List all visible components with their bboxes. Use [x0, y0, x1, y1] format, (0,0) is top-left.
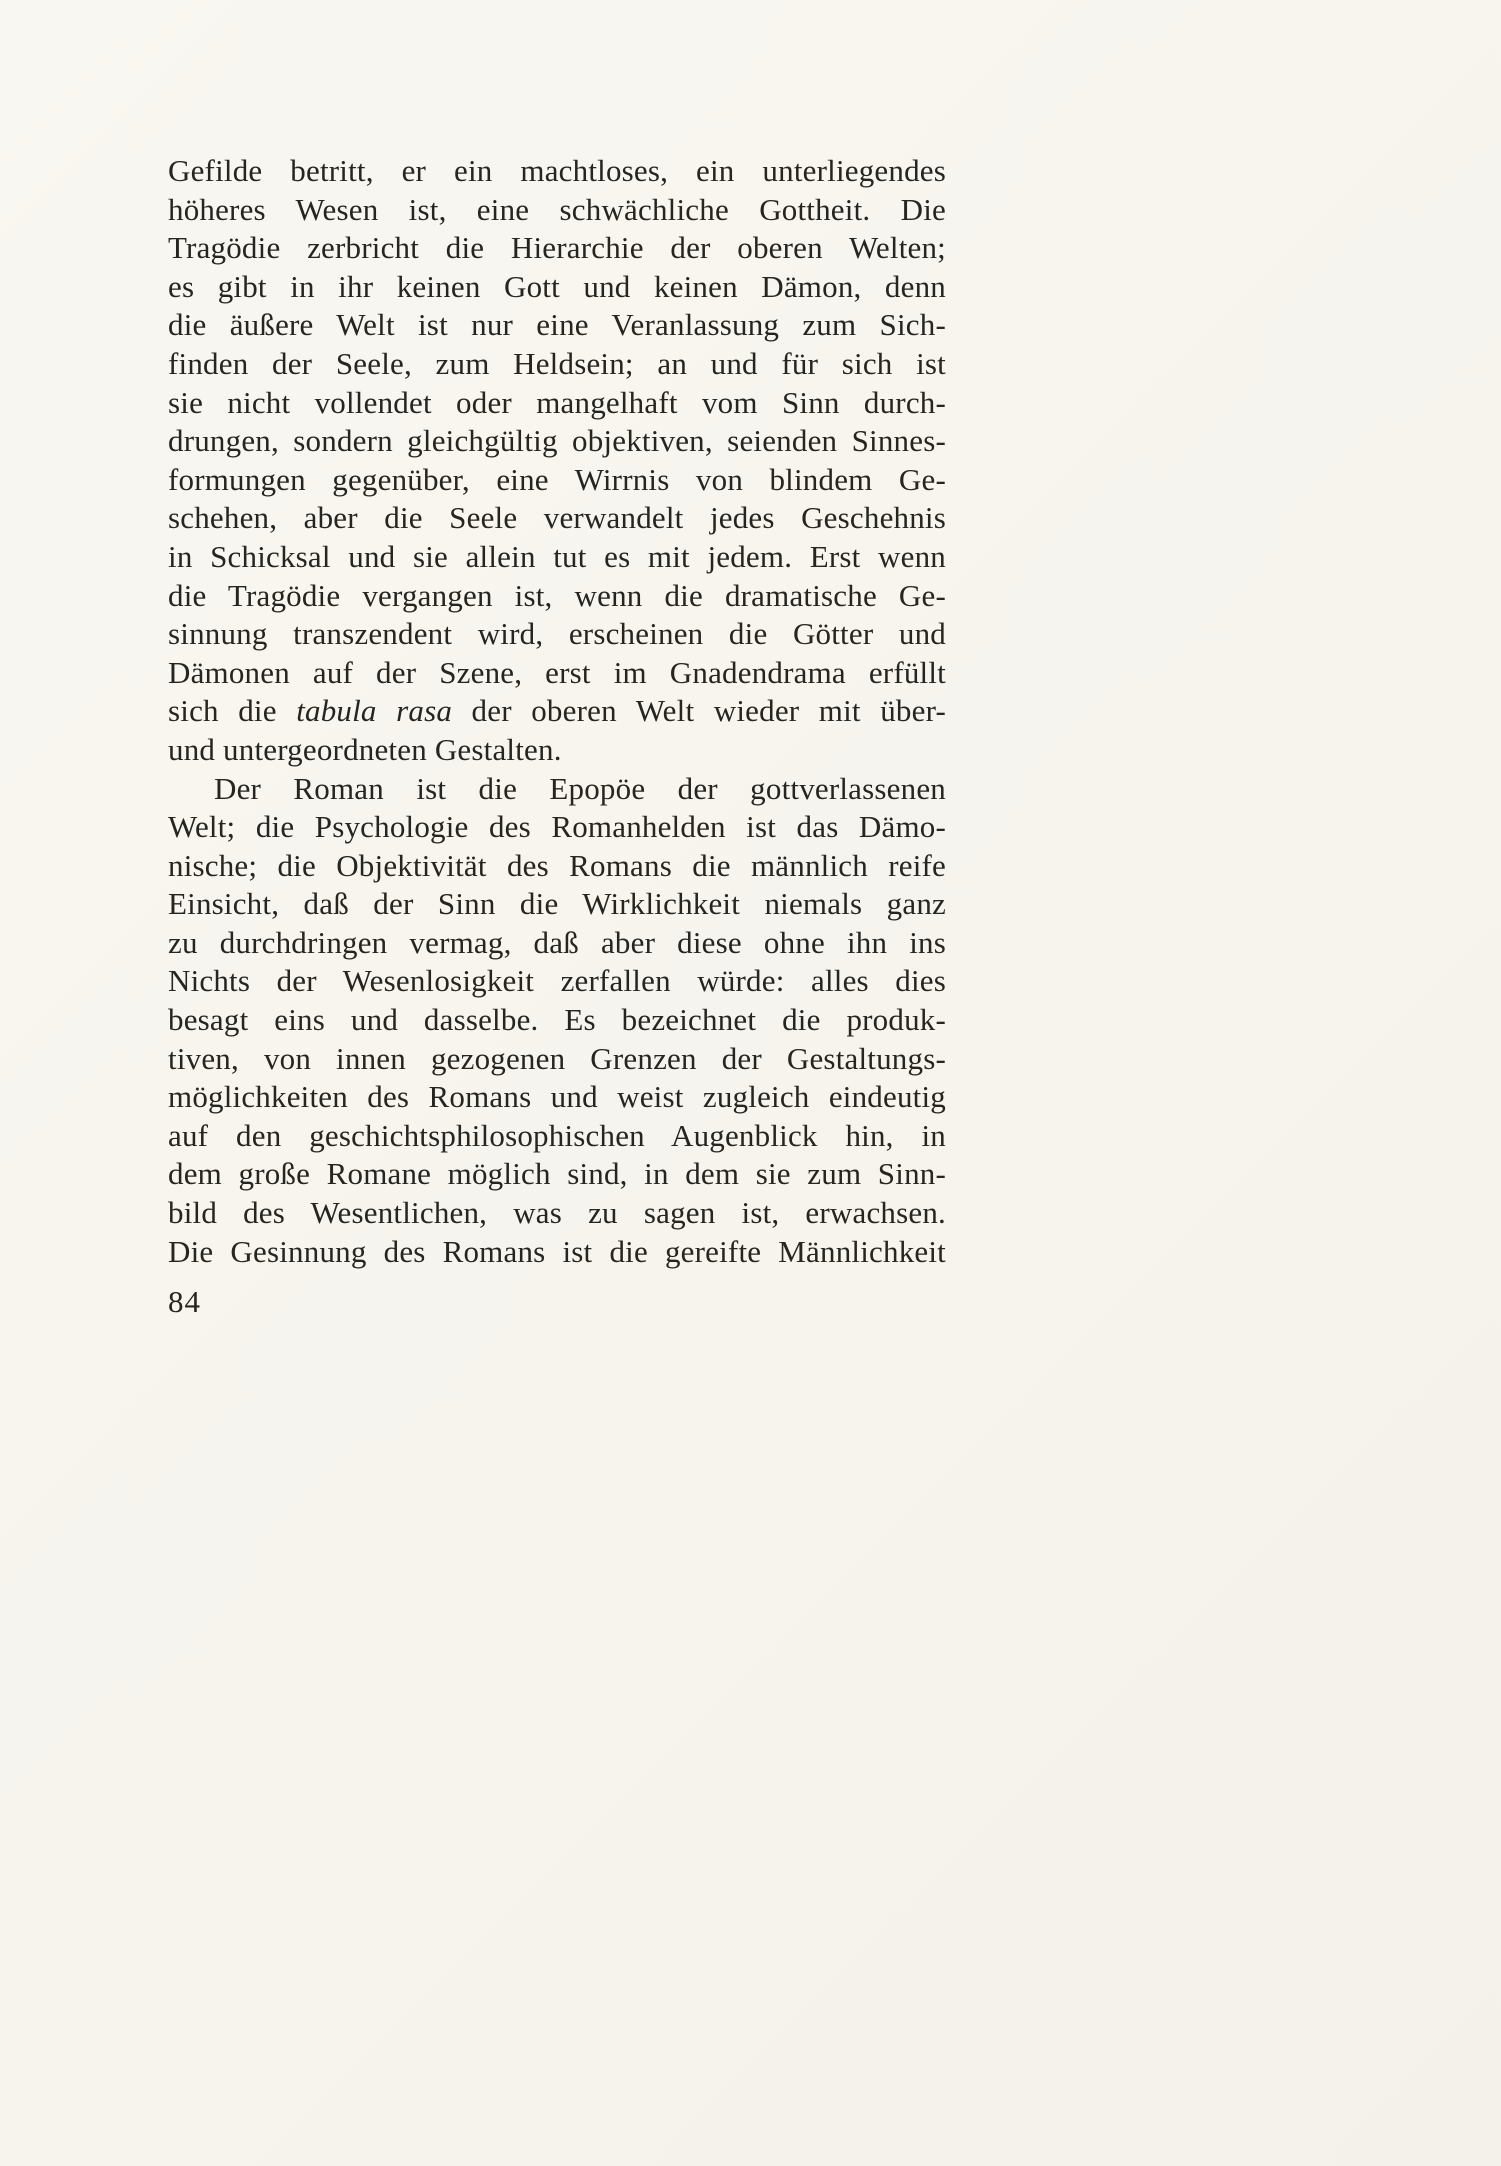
text-segment: die äußere Welt ist nur eine Veranlassung zum Sich-	[168, 307, 946, 343]
text-segment: auf den geschichtsphilosophischen Augenblick hin, in	[168, 1117, 946, 1153]
text-segment: drungen, sondern gleichgültig objektiven, seienden Sinnes-	[168, 423, 946, 459]
text-line	[168, 962, 946, 1001]
text-segment: tiven, von innen gezogenen Grenzen der Gestaltungs-	[168, 1040, 946, 1076]
text-line	[168, 808, 946, 847]
text-segment: sie nicht vollendet oder mangelhaft vom Sinn durch-	[168, 384, 946, 420]
text-segment: Welt; die Psychologie des Romanhelden ist das Dämo-	[168, 809, 946, 845]
text-segment: in Schicksal und sie allein tut es mit jedem. Erst wenn	[168, 538, 946, 574]
italic-phrase: tabula rasa	[296, 693, 453, 729]
text-segment: Der Roman ist die Epopöe der gottverlassenen	[214, 770, 946, 806]
text-line	[168, 268, 946, 307]
text-line	[168, 191, 946, 230]
text-line	[168, 885, 946, 924]
text-segment: sinnung transzendent wird, erscheinen die Götter und	[168, 616, 946, 652]
text-line	[168, 731, 946, 770]
text-line	[168, 538, 946, 577]
text-segment: der oberen Welt wieder mit über-	[452, 693, 947, 729]
text-segment: und untergeordneten Gestalten.	[168, 731, 562, 767]
text-line	[168, 422, 946, 461]
text-line	[168, 306, 946, 345]
text-line	[168, 1155, 946, 1194]
text-segment: höheres Wesen ist, eine schwächliche Gottheit. Die	[168, 191, 946, 227]
text-line	[168, 461, 946, 500]
text-segment: bild des Wesentlichen, was zu sagen ist, erwachsen.	[168, 1195, 946, 1231]
text-segment: zu durchdringen vermag, daß aber diese ohne ihn ins	[168, 924, 946, 960]
text-line	[168, 229, 946, 268]
text-segment: Nichts der Wesenlosigkeit zerfallen würde: alles dies	[168, 963, 946, 999]
text-segment: schehen, aber die Seele verwandelt jedes Geschehnis	[168, 500, 946, 536]
text-line	[168, 615, 946, 654]
text-block	[168, 152, 946, 1271]
text-segment: es gibt in ihr keinen Gott und keinen Dämon, denn	[168, 268, 946, 304]
page-number: 84	[168, 1284, 201, 1319]
text-line	[168, 1040, 946, 1079]
text-segment: die Tragödie vergangen ist, wenn die dramatische Ge-	[168, 577, 946, 613]
text-segment: möglichkeiten des Romans und weist zugleich eindeutig	[168, 1079, 946, 1115]
text-segment: Einsicht, daß der Sinn die Wirklichkeit niemals ganz	[168, 886, 946, 922]
text-segment: sich die	[168, 693, 297, 729]
text-line	[168, 1117, 946, 1156]
text-line	[168, 499, 946, 538]
text-segment: Tragödie zerbricht die Hierarchie der oberen Welten;	[168, 230, 946, 266]
text-line	[168, 1233, 946, 1272]
text-segment: Die Gesinnung des Romans ist die gereifte Männlichkeit	[168, 1233, 946, 1269]
text-line	[168, 384, 946, 423]
text-line	[168, 577, 946, 616]
text-line	[168, 692, 946, 731]
text-segment: finden der Seele, zum Heldsein; an und für sich ist	[168, 345, 946, 381]
text-line	[168, 152, 946, 191]
text-line	[168, 1194, 946, 1233]
text-line	[168, 345, 946, 384]
text-line	[168, 847, 946, 886]
text-line	[168, 924, 946, 963]
text-line	[168, 654, 946, 693]
text-segment: dem große Romane möglich sind, in dem sie zum Sinn-	[168, 1156, 946, 1192]
text-segment: Dämonen auf der Szene, erst im Gnadendrama erfüllt	[168, 654, 946, 690]
text-segment: besagt eins und dasselbe. Es bezeichnet die produk-	[168, 1002, 946, 1038]
text-segment: formungen gegenüber, eine Wirrnis von blindem Ge-	[168, 461, 946, 497]
text-segment: Gefilde betritt, er ein machtloses, ein unterliegendes	[168, 153, 946, 188]
text-line	[168, 1078, 946, 1117]
text-segment: nische; die Objektivität des Romans die männlich reife	[168, 847, 946, 883]
text-line	[168, 1001, 946, 1040]
text-line	[168, 770, 946, 809]
